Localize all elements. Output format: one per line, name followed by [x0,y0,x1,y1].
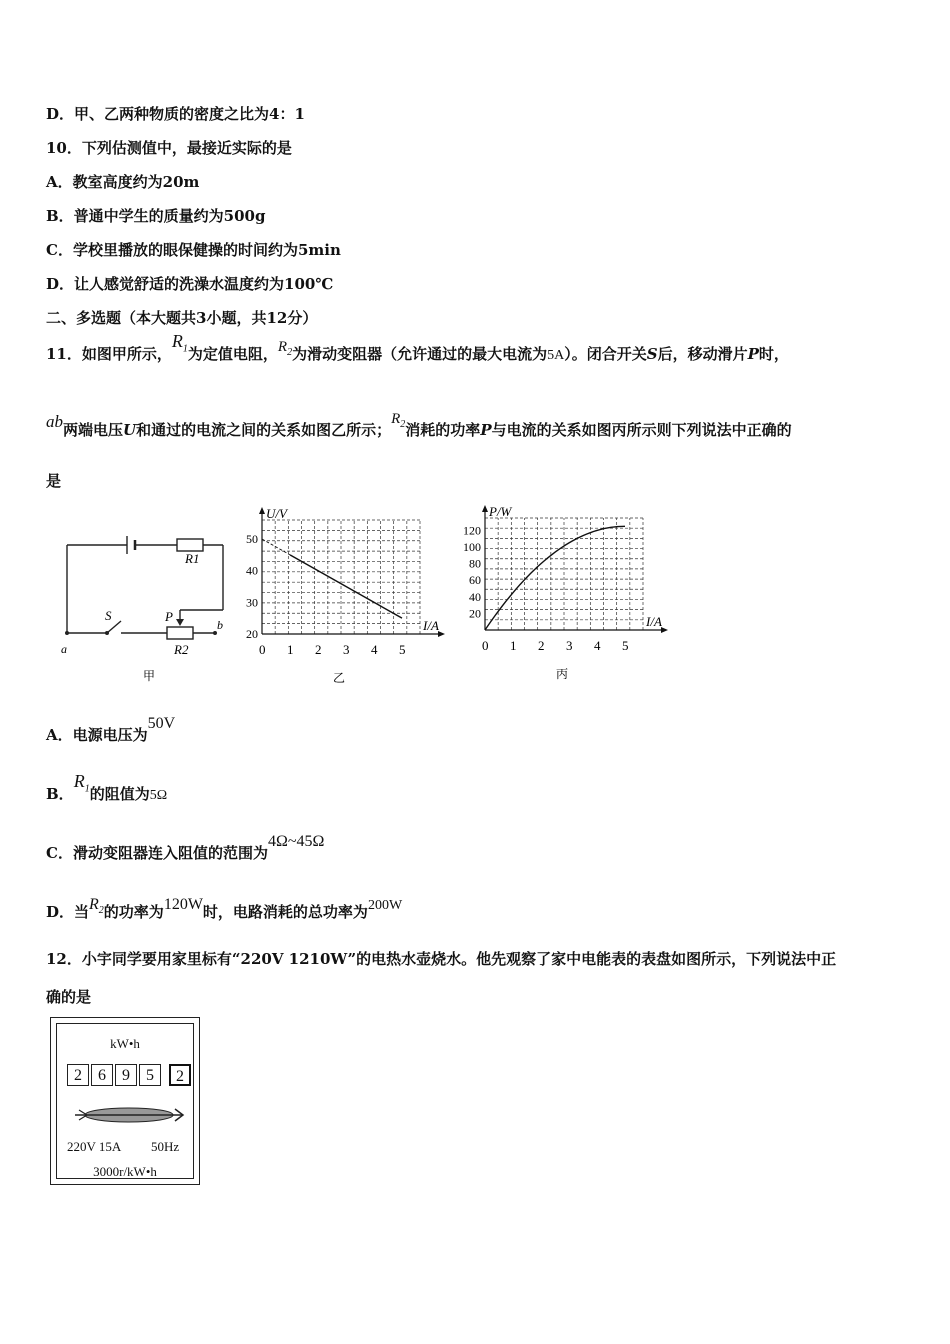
y-tick-label: 20 [246,627,258,641]
y-tick-label: 120 [463,523,481,538]
y-tick-label: 60 [469,573,481,588]
x-tick-label: 5 [399,642,406,657]
q10-option-a: A．教室高度约为20m [46,173,200,191]
label-s: S [105,608,112,623]
y-tick-label: 100 [463,540,481,555]
meter-spec-voltage-current: 220V 15A [67,1139,122,1154]
slider-arrow [176,619,184,626]
y-axis-label: U/V [266,506,287,521]
x-tick-label: 1 [510,638,517,653]
meter-digit: 5 [139,1064,161,1086]
meter-unit: kW•h [110,1036,140,1051]
q11-option-a: A．电源电压为50V [46,715,176,744]
label-r2: R2 [174,642,189,657]
x-tick-label: 0 [259,642,266,657]
circuit-diagram [55,525,235,685]
x-tick-label: 3 [343,642,350,657]
meter-spec-revolutions: 3000r/kW•h [93,1164,157,1179]
terminal-a [65,631,69,635]
x-axis-label: I/A [423,618,439,633]
q10-option-b: B．普通中学生的质量约为500g [46,207,266,225]
y-axis-label: P/W [489,504,512,519]
series-extension-dashed [262,539,290,555]
meter-digits [67,1064,193,1086]
x-axis-arrow [438,631,445,637]
q11-line2: ab两端电压U和通过的电流之间的关系如图乙所示；$R_2$消耗的功率P与电流的关系如图丙所示则下列说法中正确的 [46,411,792,439]
series-line [485,526,625,630]
x-tick-label: 5 [622,638,629,653]
series-line [290,555,402,618]
resistor-r1 [177,539,203,551]
x-tick-label: 3 [566,638,573,653]
y-tick-label: 40 [246,563,258,578]
meter-decimal-digit: 2 [169,1064,191,1086]
x-tick-label: 0 [482,638,489,653]
y-axis-arrow [482,505,488,512]
x-tick-label: 2 [315,642,322,657]
switch-pivot [105,631,109,635]
meter-spec-frequency: 50Hz [151,1139,180,1154]
y-tick-label: 30 [246,595,258,610]
meter-disc-icon [71,1104,189,1126]
y-axis-arrow [259,507,265,514]
resistor-r2 [167,627,193,639]
q10-option-d: D．让人感觉舒适的洗澡水温度约为100℃ [46,275,334,293]
q9-option-d: D．甲、乙两种物质的密度之比为4：1 [46,105,305,123]
section-heading: 二、多选题（本大题共3小题，共12分） [46,309,318,327]
x-axis-arrow [661,627,668,633]
y-tick-label: 20 [469,606,481,621]
x-tick-label: 1 [287,642,294,657]
caption-jia: 甲 [143,669,156,683]
q11-option-b: B．$R_1$的阻值为5Ω [46,771,168,803]
q11-option-c: C．滑动变阻器连入阻值的范围为4Ω~45Ω [46,833,325,862]
y-tick-label: 50 [246,532,258,546]
q12-line2: 确的是 [46,988,92,1006]
y-tick-label: 80 [469,556,481,571]
q11-option-d: D．当$R_2$的功率为120W时，电路消耗的总功率为200W [46,896,403,921]
q10-stem: 10．下列估测值中，最接近实际的是 [46,139,292,157]
meter-digit: 6 [91,1064,113,1086]
q10-option-c: C．学校里播放的眼保健操的时间约为5min [46,241,341,259]
label-r1: R1 [185,551,200,566]
chart-caption: 乙 [333,671,346,685]
label-b: b [217,618,223,632]
charts [230,500,700,690]
q12-line1: 12．小宇同学要用家里标有“220V 1210W”的电热水壶烧水。他先观察了家中电能表的表盘如图所示，下列说法中正 [46,950,837,968]
x-tick-label: 4 [371,642,378,657]
x-axis-label: I/A [646,614,662,629]
meter-digit: 2 [67,1064,89,1086]
label-p: P [165,609,173,624]
x-tick-label: 4 [594,638,601,653]
meter-digit: 9 [115,1064,137,1086]
chart-caption: 丙 [556,667,569,681]
energy-meter [50,1017,200,1185]
x-tick-label: 2 [538,638,545,653]
y-tick-label: 40 [469,589,481,604]
label-a: a [61,642,67,656]
q11-line1: 11．如图甲所示，$R_1$为定值电阻，$R_2$为滑动变阻器（允许通过的最大电流为5A）。闭合开关S后，移动滑片P时， [46,331,789,363]
q11-line3: 是 [46,472,62,490]
